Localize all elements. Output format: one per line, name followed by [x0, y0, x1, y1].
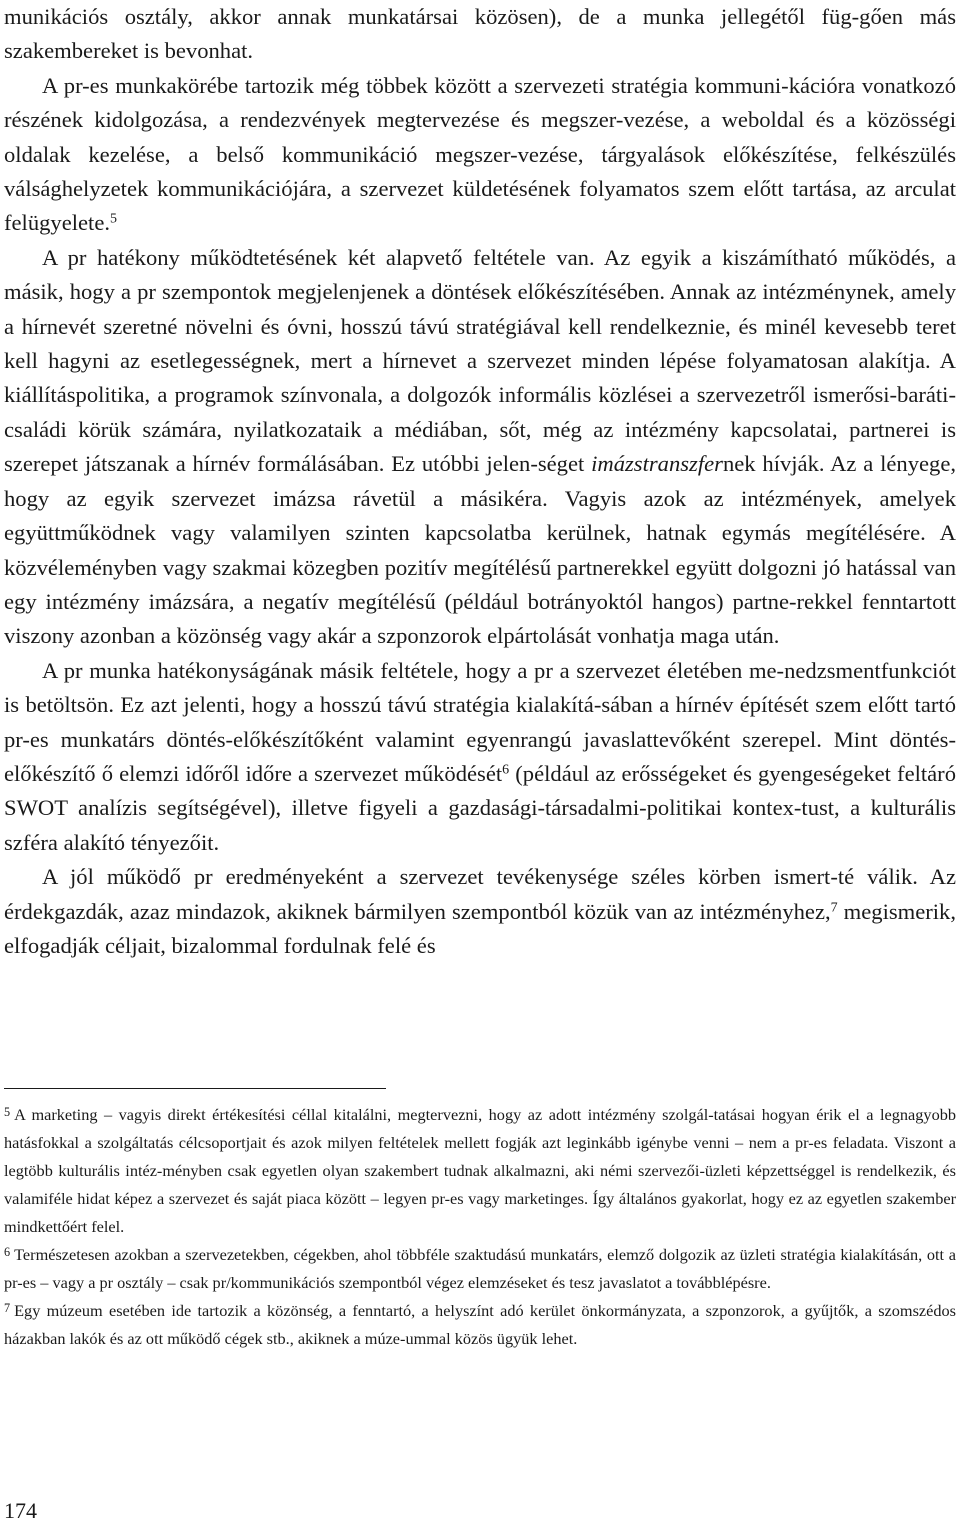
page-number: 174 [4, 1498, 37, 1523]
main-text [4, 0, 956, 963]
footnote-ref-5: 5 [110, 211, 118, 227]
footnote-ref-7: 7 [830, 899, 838, 915]
footnote-number: 6 [4, 1245, 11, 1260]
italic-term: imázstranszfer [591, 451, 723, 477]
footnote-ref-6: 6 [502, 762, 510, 778]
paragraph: munikációs osztály, akkor annak munkatársai közösen), de a munka jellegétől füg-gően más szakembereket is bevonhat. [4, 4, 956, 64]
footnote-6 [4, 1241, 956, 1297]
footnote-number: 7 [4, 1301, 11, 1316]
footnote-number: 5 [4, 1105, 11, 1120]
footnote-text: Egy múzeum esetében ide tartozik a közönség, a fenntartó, a helyszínt adó kerület önkormányzata, a szponzorok, a gyűjtők, a szomszédos házakban lakók és az ott működő cégek stb., akiknek a múze-ummal közös ügyük lehet. [4, 1301, 956, 1348]
footnotes [4, 1101, 956, 1353]
footnote-7 [4, 1297, 956, 1353]
footnote-5 [4, 1101, 956, 1241]
paragraph: A pr-es munkakörébe tartozik még többek között a szervezeti stratégia kommuni-kációra vonatkozó részének kidolgozása, a rendezvények megtervezése és megszer-vezése, a weboldal és a közösségi oldalak kezelése, a belső kommunikáció megszer-vezése, tárgyalások előkészítése, felkészülés válsághelyzetek kommunikációjára, a szervezet küldetésének folyamatos szem előtt tartása, az arculat felügyelete.$^5$ [4, 72, 956, 236]
paragraph: A pr hatékony működtetésének két alapvető feltétele van. Az egyik a kiszámítható működés, a másik, hogy a pr szempontok megjelenjenek a döntések előkészítésében. Annak az intézménynek, amely a hírnevét szeretné növelni és óvni, hosszú távú stratégiával kell rendelkeznie, és minél kevesebb teret kell hagyni az esetlegességnek, mert a hírnevet a szervezet minden lépése folyamatosan alakítja. A kiállításpolitika, a programok színvonala, a dolgozók informális közlései a szervezetről ismerősi-baráti-családi körük számára, nyilatkozataik a médiában, sőt, még az intézmény kapcsolatai, partnerei is szerepet játszanak a hírnév formálásában. Ez utóbbi jelen-séget imázstranszfernek hívják. Az a lényege, hogy az egyik szervezet imázsa rávetül a másikéra. Vagyis azok az intézmények, amelyek együttműködnek vagy valamilyen szinten kapcsolatba kerülnek, hatnak egymás megítélésére. A közvéleményben vagy szakmai közegben pozitív megítélésű partnerekkel együtt dolgozni jó hatással van egy intézmény imázsára, a negatív megítélésű (például botrányoktól hangos) partne-rekkel fenntartott viszony azonban a közönség vagy akár a szponzorok elpártolását vonhatja maga után. [4, 244, 956, 649]
footnote-separator [4, 1088, 386, 1089]
paragraph: A pr munka hatékonyságának másik feltétele, hogy a pr a szervezet életében me-nedzsmentfunkciót is betöltsön. Ez azt jelenti, hogy a hosszú távú stratégia kialakítá-sában a hírnév építését szem előtt tartó pr-es munkatárs döntés-előkészítőként valamint egyenrangú javaslattevőként szerepel. Mint döntés-előkészítő ő elemzi időről időre a szervezet működését$^6$ (például az erősségeket és gyengeségeket feltáró SWOT analízis segítségével), illetve figyeli a gazdasági-társadalmi-politikai kontex-tust, a kulturális szféra alakító tényezőit. [4, 657, 957, 855]
footnote-text: Természetesen azokban a szervezetekben, cégekben, ahol többféle szaktudású munkatárs, elemző dolgozik az üzleti stratégia kialakításán, ott a pr-es – vagy a pr osztály – csak pr/kommunikációs szempontból végez elemzéseket és tesz javaslatot a továbblépésre. [4, 1245, 956, 1292]
paragraph: A jól működő pr eredményeként a szervezet tevékenysége széles körben ismert-té válik. Az érdekgazdák, azaz mindazok, akiknek bármilyen szempontból közük van az intézményhez,$^7$ megismerik, elfogadják céljait, bizalommal fordulnak felé és [4, 864, 956, 958]
footnote-text: A marketing – vagyis direkt értékesítési céllal kitalálni, megtervezni, hogy az adott intézmény szolgál-tatásai hogyan érik el a legnagyobb hatásfokkal a szolgáltatás célcsoportjait és azok milyen feltételek mellett fogják azt leginkább igénybe venni – nem a pr-es feladata. Viszont a legtöbb kulturális intéz-ményben csak egyetlen olyan szakembert tudnak alkalmazni, aki némi szervezői-üzleti képzettséggel is rendelkezik, és valamiféle hidat képez a szervezet és saját piaca között – legyen pr-es vagy marketinges. Így általános gyakorlat, hogy ez az egyetlen szakember mindkettőért felel. [4, 1105, 956, 1236]
